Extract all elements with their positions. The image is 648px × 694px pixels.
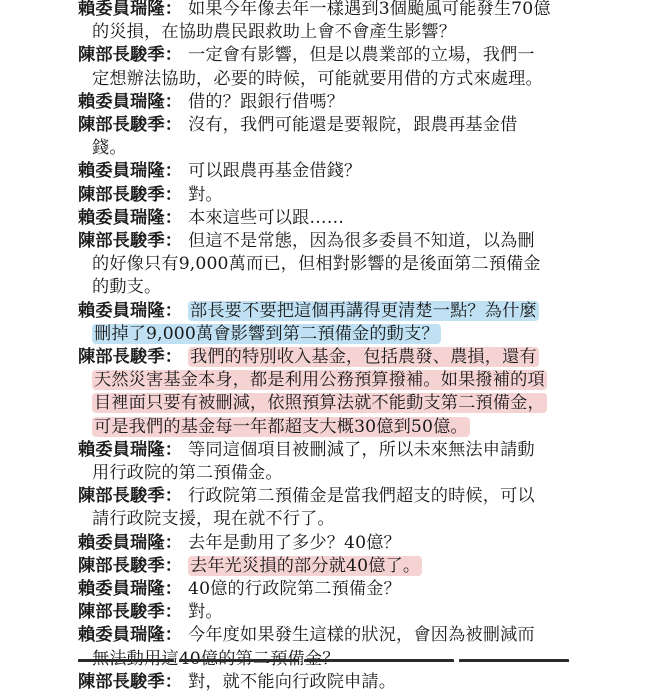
speech-text: 用行政院的第二預備金。 bbox=[92, 463, 283, 484]
highlighted-text: 天然災害基金本身，都是利用公務預算撥補。如果撥補的項 bbox=[94, 370, 545, 391]
entry-9-highlighted bbox=[78, 300, 576, 346]
speech-text: 行政院第二預備金是當我們超支的時候，可以 bbox=[188, 486, 535, 507]
cutoff-glyph-row bbox=[459, 659, 569, 662]
speaker-chen: 陳部長駿季： bbox=[78, 671, 183, 692]
entry-10-highlighted bbox=[78, 346, 576, 439]
speech-text: 借的？跟銀行借嗎？ bbox=[188, 91, 345, 112]
cutoff-glyph-row bbox=[78, 659, 174, 662]
entry-4 bbox=[78, 114, 576, 160]
entry-5 bbox=[78, 160, 576, 183]
entry-7 bbox=[78, 207, 576, 230]
speech-text: 但這不是常態，因為很多委員不知道，以為刪 bbox=[188, 231, 535, 252]
speech-text: 今年度如果發生這樣的狀況，會因為被刪減而 bbox=[188, 625, 535, 646]
speech-text: 請行政院支援，現在就不行了。 bbox=[92, 509, 335, 530]
speech-text: 等同這個項目被刪減了，所以未來無法申請動 bbox=[188, 439, 535, 460]
entry-11 bbox=[78, 439, 576, 485]
entry-16 bbox=[78, 601, 576, 624]
entry-2 bbox=[78, 44, 576, 90]
speaker-lai: 賴委員瑞隆： bbox=[78, 207, 183, 228]
entry-3 bbox=[78, 91, 576, 114]
speaker-lai: 賴委員瑞隆： bbox=[78, 91, 183, 112]
speaker-chen: 陳部長駿季： bbox=[78, 486, 183, 507]
speech-text: 去年是動用了多少？40億？ bbox=[188, 532, 401, 553]
entry-15 bbox=[78, 578, 576, 601]
entry-18 bbox=[78, 671, 576, 694]
transcript bbox=[78, 0, 576, 694]
speaker-chen: 陳部長駿季： bbox=[78, 555, 183, 576]
highlighted-text: 刪掉了9,000萬會影響到第二預備金的動支？ bbox=[94, 323, 439, 344]
entry-8 bbox=[78, 230, 576, 300]
speech-text: 的好像只有9,000萬而已，但相對影響的是後面第二預備金 bbox=[92, 254, 541, 275]
speech-text: 40億的行政院第二預備金？ bbox=[188, 579, 401, 600]
speech-line bbox=[78, 369, 576, 392]
speech-text: 錢。 bbox=[92, 138, 127, 159]
highlighted-text: 目裡面只要有被刪減，依照預算法就不能動支第二預備金， bbox=[94, 393, 545, 414]
speaker-lai: 賴委員瑞隆： bbox=[78, 532, 183, 553]
cutoff-next-line bbox=[78, 648, 576, 662]
speaker-lai: 賴委員瑞隆： bbox=[78, 0, 183, 19]
speech-text: 對，就不能向行政院申請。 bbox=[188, 671, 397, 692]
speech-text: 一定會有影響，但是以農業部的立場，我們一 bbox=[188, 45, 535, 66]
speech-text: 如果今年像去年一樣遇到3個颱風可能發生70億 bbox=[188, 0, 551, 19]
speech-text: 對。 bbox=[188, 184, 223, 205]
speech-text: 的動支。 bbox=[92, 277, 162, 298]
speaker-chen: 陳部長駿季： bbox=[78, 45, 183, 66]
entry-12 bbox=[78, 485, 576, 531]
speech-text: 沒有，我們可能還是要報院，跟農再基金借 bbox=[188, 115, 518, 136]
entry-6 bbox=[78, 184, 576, 207]
speech-line bbox=[78, 416, 576, 439]
speech-line bbox=[78, 392, 576, 415]
highlighted-text: 部長要不要把這個再講得更清楚一點？為什麼 bbox=[190, 300, 537, 321]
speaker-lai: 賴委員瑞隆： bbox=[78, 300, 183, 321]
speech-text: 對。 bbox=[188, 602, 223, 623]
entry-1 bbox=[78, 0, 576, 44]
speech-text: 可以跟農再基金借錢？ bbox=[188, 161, 362, 182]
speaker-lai: 賴委員瑞隆： bbox=[78, 161, 183, 182]
cutoff-glyph-row bbox=[304, 659, 454, 662]
highlighted-text: 我們的特別收入基金，包括農發、農損，還有 bbox=[190, 347, 537, 368]
speech-text: 本來這些可以跟…… bbox=[188, 207, 345, 228]
speaker-chen: 陳部長駿季： bbox=[78, 115, 183, 136]
speech-line bbox=[78, 323, 576, 346]
speaker-lai: 賴委員瑞隆： bbox=[78, 579, 183, 600]
speaker-lai: 賴委員瑞隆： bbox=[78, 625, 183, 646]
entry-14-highlighted bbox=[78, 555, 576, 578]
highlighted-text: 可是我們的基金每一年都超支大概30億到50億。 bbox=[94, 416, 468, 437]
entry-13 bbox=[78, 532, 576, 555]
speaker-chen: 陳部長駿季： bbox=[78, 602, 183, 623]
cutoff-glyph-row bbox=[179, 659, 299, 662]
speaker-lai: 賴委員瑞隆： bbox=[78, 439, 183, 460]
speaker-chen: 陳部長駿季： bbox=[78, 184, 183, 205]
speech-text: 定想辦法協助，必要的時候，可能就要用借的方式來處理。 bbox=[92, 68, 543, 89]
speech-text: 的災損，在協助農民跟救助上會不會產生影響？ bbox=[92, 22, 457, 43]
speaker-chen: 陳部長駿季： bbox=[78, 231, 183, 252]
highlighted-text: 去年光災損的部分就40億了。 bbox=[190, 555, 421, 576]
speaker-chen: 陳部長駿季： bbox=[78, 347, 183, 368]
